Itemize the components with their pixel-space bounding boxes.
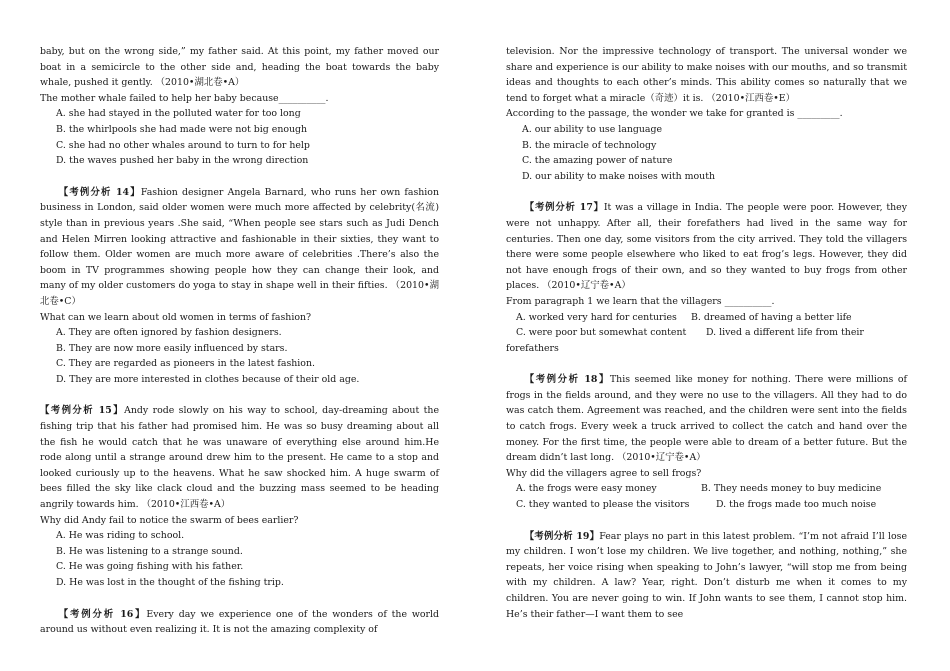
question-18: Why did the villagers agree to sell frogs? xyxy=(506,467,702,479)
example-16-continued: television. Nor the impressive technology of transport. The universal wonder we share and experience is our ability to make noises with our mouths, and so transmit ideas and thoughts to each other’s minds. This ability comes so naturally that we tend to forget what a miracle（奇迹）it is. （2010•江西卷•E） xyxy=(506,46,907,104)
left-column xyxy=(40,44,439,638)
option-16-b: B. the miracle of technology xyxy=(522,139,657,151)
example-14-passage xyxy=(40,185,439,310)
option-18-c: C. they wanted to please the visitors xyxy=(516,499,690,511)
option-13-d: D. the waves pushed her baby in the wrong direction xyxy=(56,155,309,167)
question-14: What can we learn about old women in terms of fashion? xyxy=(40,311,312,323)
example-19-passage xyxy=(506,529,907,623)
option-16-a: A. our ability to use language xyxy=(522,123,663,135)
example-15-label: 【考例分析 15】 xyxy=(40,405,125,417)
question-17: From paragraph 1 we learn that the villagers __________. xyxy=(506,295,775,307)
option-18-d: D. the frogs made too much noise xyxy=(716,499,877,511)
option-17-b: B. dreamed of having a better life xyxy=(691,311,852,323)
example-14-text: Fashion designer Angela Barnard, who runs her own fashion business in London, said older women were much more affected by celebrity(名流) style than in previous years .She said, “When people see stars such as Judi Dench and Helen Mirren looking attractive and fashionable in their sixties, they want to follow them. Older women are much more aware of celebrities .There’s also the boom in TV programmes showing people how they can change their look, and many of my older customers do yoga to stay in shape well in their fifties. （2010•湖北卷•C） xyxy=(40,186,439,307)
example-16-passage xyxy=(40,607,439,638)
option-17-c: C. were poor but somewhat content xyxy=(516,327,687,339)
intro-passage: baby, but on the wrong side,” my father said. At this point, my father moved our boat in a semicircle to the other side and, heading the boat towards the baby whale, pushed it gently. （2010•湖北卷•A） xyxy=(40,46,439,89)
option-15-d: D. He was lost in the thought of the fishing trip. xyxy=(56,577,284,588)
example-18-label: 【考例分析 18】 xyxy=(524,374,610,386)
option-17-d-start: D. lived a different life from their xyxy=(706,327,864,339)
option-15-c: C. He was going fishing with his father. xyxy=(56,561,244,573)
option-13-b: B. the whirlpools she had made were not big enough xyxy=(56,123,308,135)
example-15-text: Andy rode slowly on his way to school, day-dreaming about the fishing trip that his father had promised him. He was so busy dreaming about all the fish he would catch that he was unaware of everything else around him.He rode along until a strange around drew him to the present. He came to a stop and looked curiously up to the heavens. What he saw shocked him. A huge swarm of bees filled the sky like clack cloud and the buzzing mass seemed to be heading angrily towards him. （2010•江西卷•A） xyxy=(40,405,439,511)
example-16-label: 【考例分析 16】 xyxy=(58,608,147,620)
option-14-c: C. They are regarded as pioneers in the latest fashion. xyxy=(56,358,315,370)
option-16-d: D. our ability to make noises with mouth xyxy=(522,170,716,182)
options-17-row2 xyxy=(506,325,907,341)
option-18-a: A. the frogs were easy money xyxy=(516,483,657,495)
option-14-b: B. They are now more easily influenced by stars. xyxy=(56,342,288,354)
option-17-a: A. worked very hard for centuries xyxy=(516,311,677,323)
example-17-passage xyxy=(506,200,907,294)
question-13: The mother whale failed to help her baby because__________. xyxy=(40,92,329,104)
option-16-c: C. the amazing power of nature xyxy=(522,155,673,167)
option-13-a: A. she had stayed in the polluted water for too long xyxy=(56,108,301,120)
question-15: Why did Andy fail to notice the swarm of bees earlier? xyxy=(40,514,299,526)
options-17-row1 xyxy=(506,310,907,326)
option-14-d: D. They are more interested in clothes because of their old age. xyxy=(56,373,360,385)
example-17-text: It was a village in India. The people were poor. However, they were not unhappy. After all, their forefathers had lived in the same way for centuries. Then one day, some visitors from the city arrived. They told the villagers there were some people elsewhere who liked to eat frog’s legs. However, they did not have enough frogs of their own, and so they wanted to buy frogs from other places. （2010•辽宁卷•A） xyxy=(506,202,908,292)
example-19-text: Fear plays no part in this latest problem. “I’m not afraid I’ll lose my children. I won’t lose my children. We live together, and nothing, nothing,” she repeats, her voice rising when speaking to John’s lawyer, “will stop me from being with my children. A law? Year, right. Don’t disturb me when it comes to my children. You are never going to win. If John wants to see them, I cannot stop him. He’s their father—I want them to see xyxy=(506,530,907,620)
example-16-text: Every day we experience one of the wonders of the world around us without even realizing it. It is not the amazing complexity of xyxy=(40,608,440,636)
example-15-passage xyxy=(40,403,439,512)
option-15-b: B. He was listening to a strange sound. xyxy=(56,545,243,557)
option-14-a: A. They are often ignored by fashion designers. xyxy=(56,327,282,339)
question-16: According to the passage, the wonder we take for granted is _________. xyxy=(506,108,843,120)
options-18-row2 xyxy=(506,497,907,513)
option-17-d-end: forefathers xyxy=(506,342,559,354)
option-13-c: C. she had no other whales around to turn to for help xyxy=(56,139,310,151)
example-14-label: 【考例分析 14】 xyxy=(58,186,141,198)
right-column xyxy=(506,44,907,622)
example-17-label: 【考例分析 17】 xyxy=(524,202,604,214)
option-15-a: A. He was riding to school. xyxy=(56,530,185,542)
example-18-text: This seemed like money for nothing. There were millions of frogs in the fields around, and they were no use to the villagers. All they had to do was catch them. Agreement was reached, and the children were sent into the fields to catch frogs. Every week a truck arrived to collect the catch and hand over the money. For the first time, the people were able to dream of a better future. But the dream didn’t last long. （2010•辽宁卷•A） xyxy=(506,374,907,464)
options-18-row1 xyxy=(506,481,907,497)
example-18-passage xyxy=(506,372,907,466)
example-19-label: 【考例分析 19】 xyxy=(524,530,600,542)
option-18-b: B. They needs money to buy medicine xyxy=(701,483,882,495)
